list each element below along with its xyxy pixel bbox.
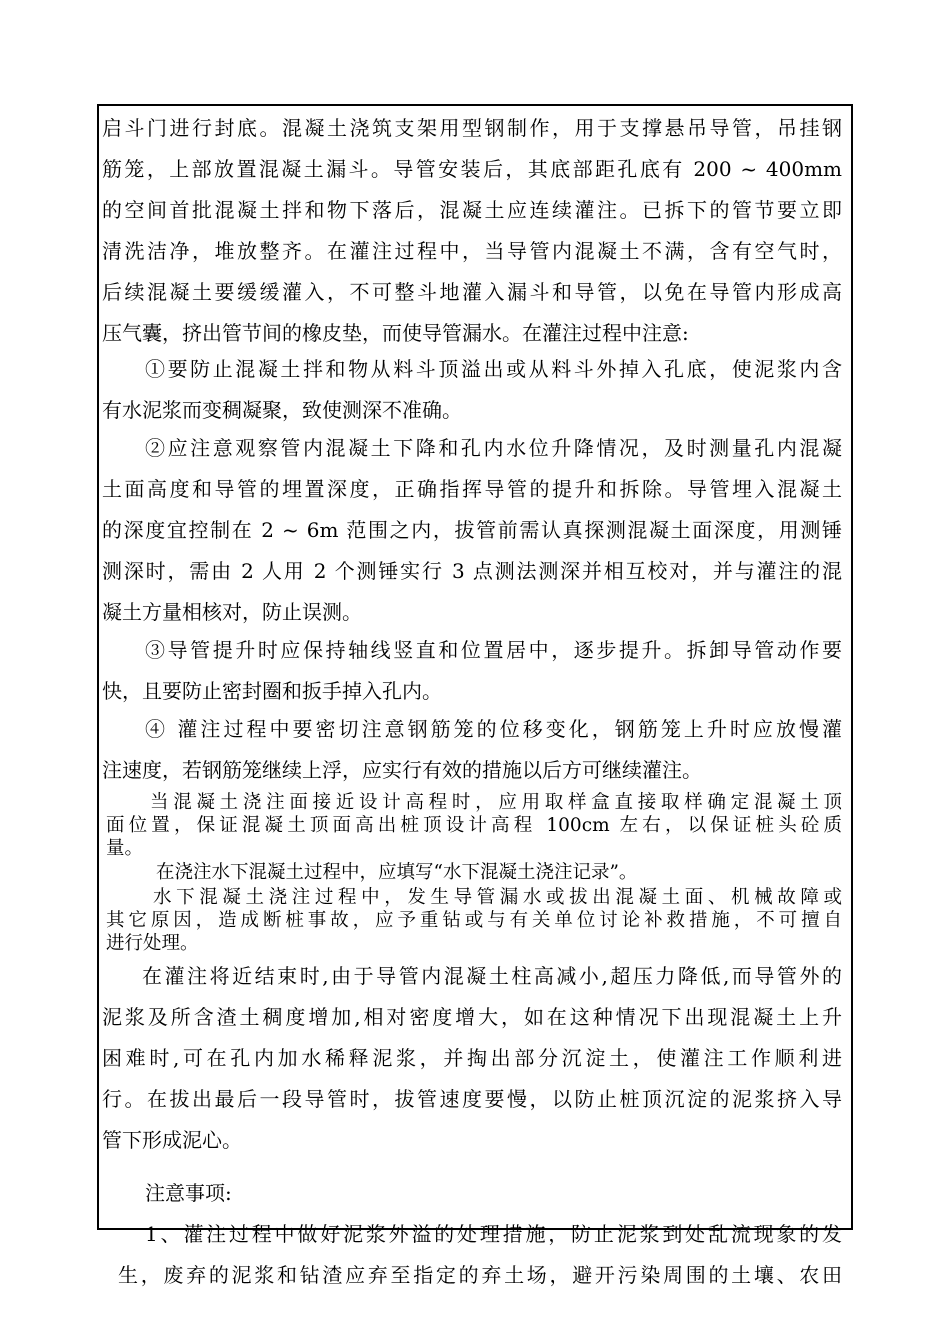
text-line: 面位置，保证混凝土顶面高出桩顶设计高程 100cm 左右，以保证桩头砼质 [106,815,842,836]
text-line: ④ 灌注过程中要密切注意钢筋笼的位移变化，钢筋笼上升时应放慢灌 [145,717,842,741]
text-line: 快，且要防止密封圈和扳手掉入孔内。 [102,679,442,703]
text-line: 其它原因，造成断桩事故，应予重钻或与有关单位讨论补救措施，不可擅自 [106,910,842,931]
text-line: 行。在拔出最后一段导管时，拔管速度要慢，以防止桩顶沉淀的泥浆挤入导 [102,1087,842,1111]
text-line: 1、灌注过程中做好泥浆外溢的处理措施，防止泥浆到处乱流现象的发 [145,1222,842,1246]
text-line: 测深时，需由 2 人用 2 个测锤实行 3 点测法测深并相互校对，并与灌注的混 [102,559,842,583]
text-line: 泥浆及所含渣土稠度增加,相对密度增大，如在这种情况下出现混凝土上升 [102,1005,842,1029]
text-line: 困难时,可在孔内加水稀释泥浆，并掏出部分沉淀土，使灌注工作顺利进 [102,1046,842,1070]
text-line: 当混凝土浇注面接近设计高程时，应用取样盒直接取样确定混凝土顶 [150,792,842,813]
text-line: 的深度宜控制在 2 ~ 6m 范围之内，拔管前需认真探测混凝土面深度，用测锤 [102,518,842,542]
text-line: 水下混凝土浇注过程中，发生导管漏水或拔出混凝土面、机械故障或 [153,887,842,908]
text-line: 注速度，若钢筋笼继续上浮，应实行有效的措施以后方可继续灌注。 [102,758,702,782]
text-line: 管下形成泥心。 [102,1128,242,1152]
text-line: 凝土方量相核对，防止误测。 [102,600,362,624]
text-line: 筋笼，上部放置混凝土漏斗。导管安装后，其底部距孔底有 200 ~ 400mm [102,157,842,181]
text-line: ③导管提升时应保持轴线竖直和位置居中，逐步提升。拆卸导管动作要 [145,638,842,662]
text-line: 土面高度和导管的埋置深度，正确指挥导管的提升和拆除。导管埋入混凝土 [102,477,842,501]
text-line: 压气囊，挤出管节间的橡皮垫，而使导管漏水。在灌注过程中注意: [102,321,689,345]
text-line: 生，废弃的泥浆和钻渣应弃至指定的弃土场，避开污染周围的土壤、农田 [118,1263,842,1287]
text-line: 后续混凝土要缓缓灌入，不可整斗地灌入漏斗和导管，以免在导管内形成高 [102,280,842,304]
text-line: 的空间首批混凝土拌和物下落后，混凝土应连续灌注。已拆下的管节要立即 [102,198,842,222]
text-line: ①要防止混凝土拌和物从料斗顶溢出或从料斗外掉入孔底，使泥浆内含 [145,357,842,381]
text-line: 在浇注水下混凝土过程中，应填写“水下混凝土浇注记录”。 [156,862,638,883]
text-line: 在灌注将近结束时,由于导管内混凝土柱高减小,超压力降低,而导管外的 [142,964,842,988]
text-line: 量。 [106,838,144,859]
text-line: 进行处理。 [106,933,199,954]
text-line: 启斗门进行封底。混凝土浇筑支架用型钢制作，用于支撑悬吊导管，吊挂钢 [102,116,842,140]
text-line: 有水泥浆而变稠凝聚，致使测深不准确。 [102,398,462,422]
text-line: 清洗洁净，堆放整齐。在灌注过程中，当导管内混凝土不满，含有空气时， [102,239,842,263]
text-line: ②应注意观察管内混凝土下降和孔内水位升降情况，及时测量孔内混凝 [145,436,842,460]
section-heading: 注意事项: [145,1181,232,1205]
